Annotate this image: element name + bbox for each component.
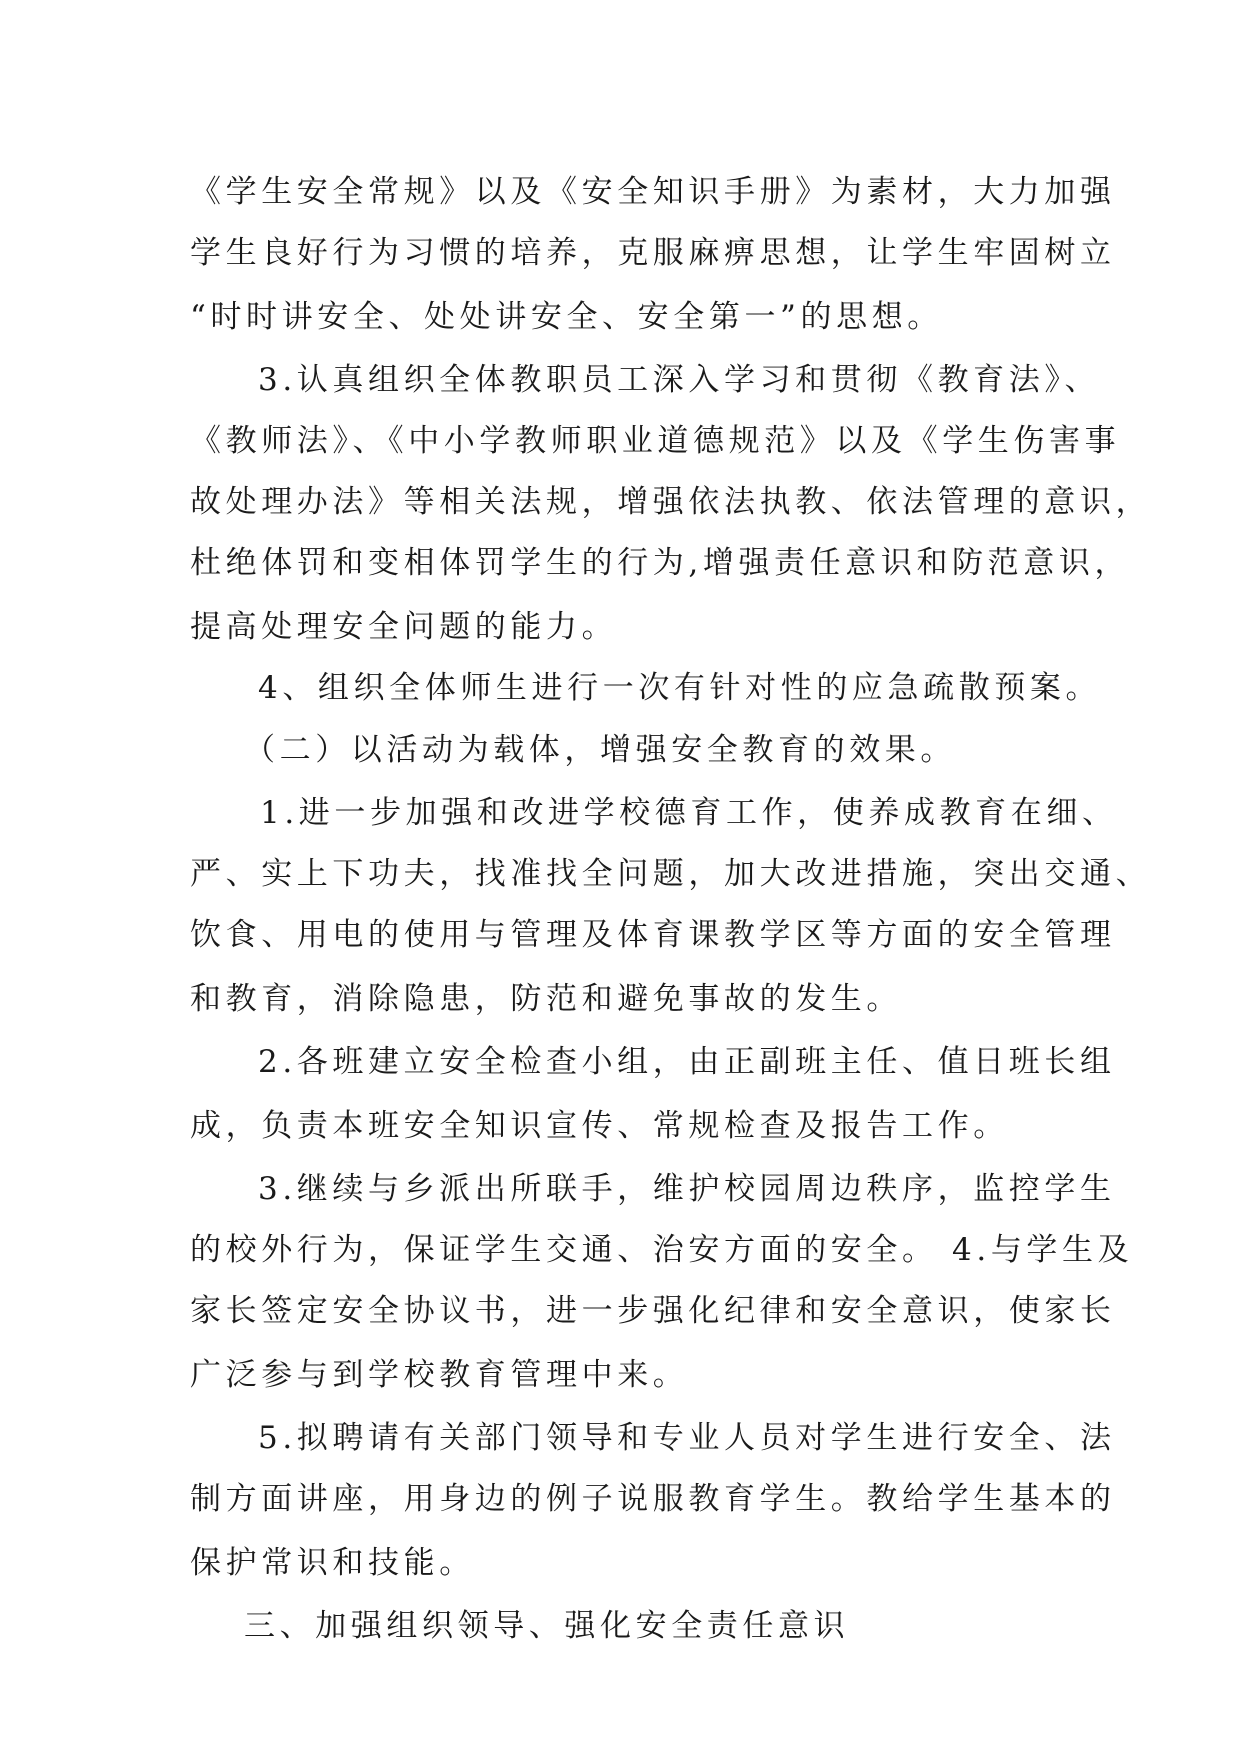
text-line-20: 广泛参与到学校教育管理中来。 xyxy=(190,1357,689,1393)
text-line-13: 饮食、用电的使用与管理及体育课教学区等方面的安全管理 xyxy=(190,917,1116,953)
text-line-2: 学生良好行为习惯的培养，克服麻痹思想，让学生牢固树立 xyxy=(190,235,1116,271)
text-line-9: 4、组织全体师生进行一次有针对性的应急疏散预案。 xyxy=(258,670,1102,706)
text-line-19: 家长签定安全协议书，进一步强化纪律和安全意识，使家长 xyxy=(190,1293,1116,1329)
text-line-11: 1.进一步加强和改进学校德育工作，使养成教育在细、 xyxy=(260,795,1118,831)
text-line-10: （二）以活动为载体，增强安全教育的效果。 xyxy=(244,732,956,768)
text-line-18: 的校外行为，保证学生交通、治安方面的安全。 4.与学生及 xyxy=(190,1232,1134,1268)
document-body xyxy=(190,162,1152,1657)
text-line-16: 成，负责本班安全知识宣传、常规检查及报告工作。 xyxy=(190,1108,1009,1144)
text-line-15: 2.各班建立安全检查小组，由正副班主任、值日班长组 xyxy=(258,1044,1116,1080)
text-line-5: 《教师法》、《中小学教师职业道德规范》以及《学生伤害事 xyxy=(190,423,1121,459)
text-line-3: “时时讲安全、处处讲安全、安全第一”的思想。 xyxy=(190,299,943,335)
text-line-8: 提高处理安全问题的能力。 xyxy=(190,609,618,645)
text-line-23: 保护常识和技能。 xyxy=(190,1545,475,1581)
text-line-14: 和教育，消除隐患，防范和避免事故的发生。 xyxy=(190,981,902,1017)
text-line-12: 严、实上下功夫，找准找全问题，加大改进措施，突出交通、 xyxy=(190,856,1152,892)
text-line-7: 杜绝体罚和变相体罚学生的行为,增强责任意识和防范意识， xyxy=(190,545,1131,581)
text-line-1: 《学生安全常规》以及《安全知识手册》为素材，大力加强 xyxy=(190,174,1116,210)
text-line-4: 3.认真组织全体教职员工深入学习和贯彻《教育法》、 xyxy=(258,362,1101,398)
text-line-21: 5.拟聘请有关部门领导和专业人员对学生进行安全、法 xyxy=(258,1420,1116,1456)
text-line-22: 制方面讲座，用身边的例子说服教育学生。教给学生基本的 xyxy=(190,1481,1116,1517)
section-heading-3: 三、加强组织领导、强化安全责任意识 xyxy=(244,1608,850,1644)
text-line-6: 故处理办法》等相关法规，增强依法执教、依法管理的意识， xyxy=(190,484,1152,520)
text-line-17: 3.继续与乡派出所联手，维护校园周边秩序，监控学生 xyxy=(258,1171,1116,1207)
